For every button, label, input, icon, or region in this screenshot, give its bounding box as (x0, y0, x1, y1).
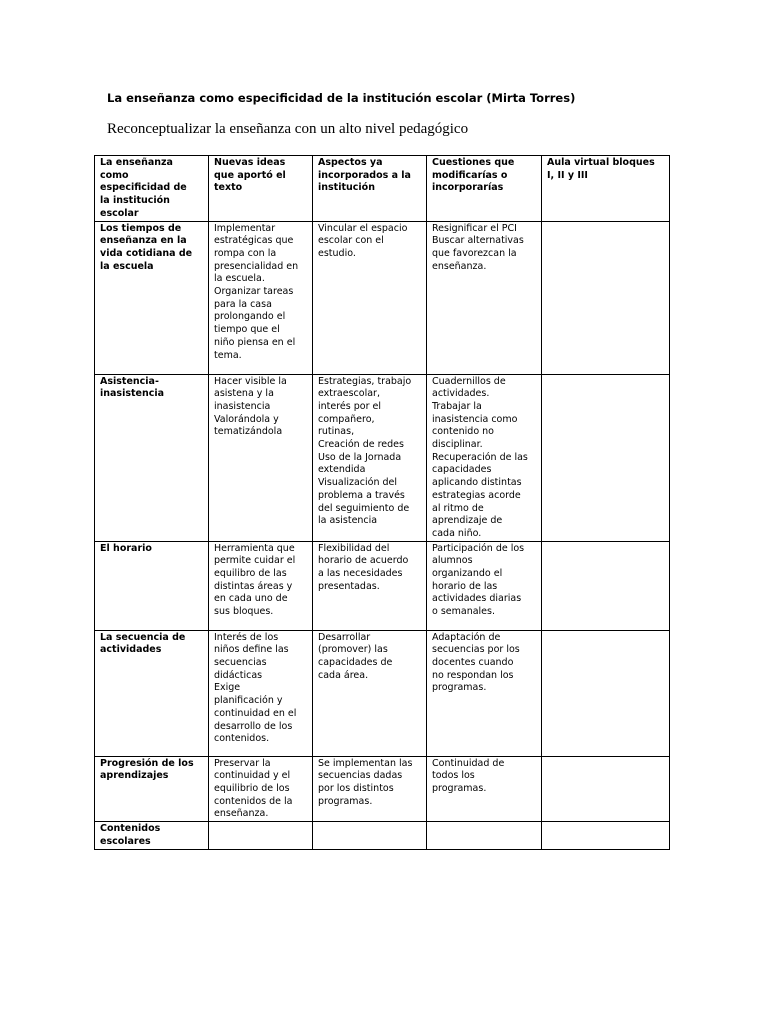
document-subtitle: Reconceptualizar la enseñanza con un alto nivel pedagógico (107, 121, 469, 137)
row-ideas-cell: Herramienta que permite cuidar el equilibro de las distintas áreas y en cada uno de sus bloques. (209, 541, 313, 630)
row-topic-cell: Asistencia- inasistencia (95, 374, 209, 541)
row-virtual-cell (542, 630, 670, 756)
row-ideas-cell: Hacer visible la asistena y la inasistencia Valorándola y tematizándola (209, 374, 313, 541)
row-topic-cell: La secuencia de actividades (95, 630, 209, 756)
comparison-table (94, 155, 670, 850)
header-topic: La enseñanza como especificidad de la institución escolar (95, 156, 209, 222)
row-changes-cell (427, 822, 542, 849)
row-ideas-cell: Implementar estratégicas que rompa con la presencialidad en la escuela. Organizar tareas para la casa prolongando el tiempo que el niño piensa en el tema. (209, 221, 313, 374)
table-row (95, 374, 670, 541)
row-aspects-cell: Flexibilidad del horario de acuerdo a las necesidades presentadas. (313, 541, 427, 630)
table-row (95, 756, 670, 822)
row-ideas-cell: Interés de los niños define las secuencias didácticas Exige planificación y continuidad en el desarrollo de los contenidos. (209, 630, 313, 756)
row-topic-cell: Progresión de los aprendizajes (95, 756, 209, 822)
row-aspects-cell: Estrategias, trabajo extraescolar, interés por el compañero, rutinas, Creación de redes Uso de la Jornada extendida Visualización del problema a través del seguimiento de la asistencia (313, 374, 427, 541)
row-virtual-cell (542, 221, 670, 374)
row-virtual-cell (542, 374, 670, 541)
row-ideas-cell (209, 822, 313, 849)
row-virtual-cell (542, 541, 670, 630)
row-changes-cell: Cuadernillos de actividades. Trabajar la inasistencia como contenido no disciplinar. Recuperación de las capacidades aplicando distintas estrategias acorde al ritmo de aprendizaje de cada niño. (427, 374, 542, 541)
row-virtual-cell (542, 756, 670, 822)
header-virtual-classroom: Aula virtual bloques I, II y III (542, 156, 670, 222)
document-title: La enseñanza como especificidad de la institución escolar (Mirta Torres) (107, 91, 576, 105)
row-aspects-cell (313, 822, 427, 849)
table-row (95, 630, 670, 756)
row-changes-cell: Adaptación de secuencias por los docentes cuando no respondan los programas. (427, 630, 542, 756)
row-ideas-cell: Preservar la continuidad y el equilibrio de los contenidos de la enseñanza. (209, 756, 313, 822)
row-aspects-cell: Vincular el espacio escolar con el estudio. (313, 221, 427, 374)
row-topic-cell: El horario (95, 541, 209, 630)
table-row (95, 822, 670, 849)
header-incorporated-aspects: Aspectos ya incorporados a la institución (313, 156, 427, 222)
row-virtual-cell (542, 822, 670, 849)
table-row (95, 221, 670, 374)
row-topic-cell: Los tiempos de enseñanza en la vida cotidiana de la escuela (95, 221, 209, 374)
row-changes-cell: Resignificar el PCI Buscar alternativas que favorezcan la enseñanza. (427, 221, 542, 374)
header-new-ideas: Nuevas ideas que aportó el texto (209, 156, 313, 222)
row-changes-cell: Continuidad de todos los programas. (427, 756, 542, 822)
row-aspects-cell: Desarrollar (promover) las capacidades de cada área. (313, 630, 427, 756)
row-aspects-cell: Se implementan las secuencias dadas por los distintos programas. (313, 756, 427, 822)
row-changes-cell: Participación de los alumnos organizando el horario de las actividades diarias o semanales. (427, 541, 542, 630)
row-topic-cell: Contenidos escolares (95, 822, 209, 849)
table-header-row (95, 156, 670, 222)
table-row (95, 541, 670, 630)
header-changes: Cuestiones que modificarías o incorporarías (427, 156, 542, 222)
